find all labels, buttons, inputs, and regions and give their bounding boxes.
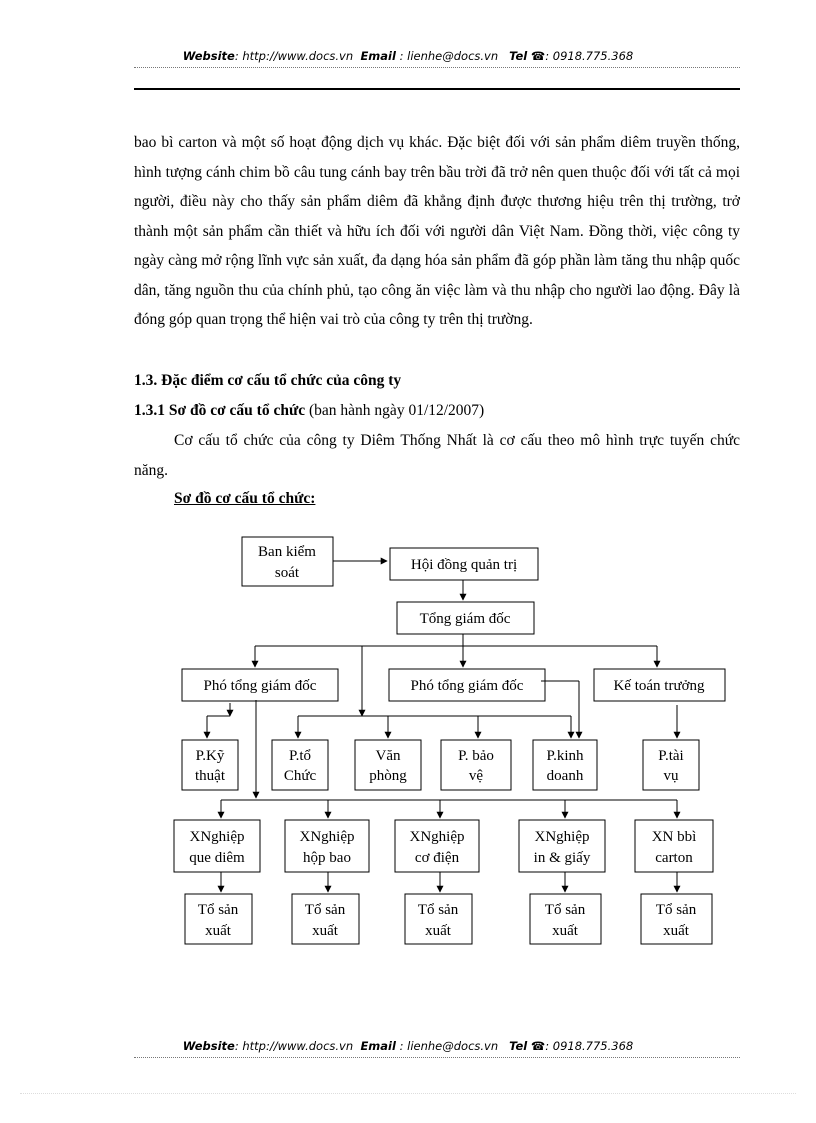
website-url[interactable]: : http://www.docs.vn [234,49,354,63]
footer-website-url[interactable]: : http://www.docs.vn [234,1039,354,1053]
label-xn-que-diem-1: XNghiệp [189,829,245,845]
label-p-to-chuc-1: P.tổ [288,748,312,764]
footer-email-value[interactable]: : lienhe@docs.vn [399,1039,499,1053]
heading-1-3-1-note: (ban hành ngày 01/12/2007) [305,402,485,419]
telephone-icon: ☎ [530,49,546,63]
label-to-san-xuat-2a: Tổ sản [304,902,346,918]
label-p-ky-thuat-1: P.Kỹ [195,748,225,764]
label-p-bao-ve-1: P. bảo [458,748,494,764]
label-to-san-xuat-5a: Tổ sản [655,902,697,918]
label-to-san-xuat-4a: Tổ sản [544,902,586,918]
label-van-phong-2: phòng [369,768,407,784]
label-to-san-xuat-5b: xuất [663,923,689,939]
label-hoi-dong-quan-tri: Hội đồng quản trị [410,557,518,573]
label-p-tai-vu-2: vụ [663,768,679,784]
label-van-phong-1: Văn [375,748,401,764]
footer-website-label: Website [182,1039,235,1053]
label-tong-giam-doc: Tổng giám đốc [419,611,511,627]
website-label: Website [182,49,235,63]
label-to-san-xuat-3a: Tổ sản [417,902,459,918]
label-p-kinh-doanh-1: P.kinh [546,748,584,764]
label-p-ky-thuat-2: thuật [195,768,225,784]
label-xn-que-diem-2: que diêm [189,850,245,866]
label-xn-co-dien-2: cơ điện [414,850,460,866]
footer-email-label: Email [360,1039,396,1053]
telephone-icon: ☎ [530,1039,546,1053]
heading-1-3: 1.3. Đặc điểm cơ cấu tổ chức của công ty [134,372,402,389]
label-p-tai-vu-1: P.tài [658,748,684,764]
label-ban-kiem-soat-2: soát [274,565,300,581]
body-paragraph-1: bao bì carton và một số hoạt động dịch vụ khác. Đặc biệt đối với sản phẩm diêm truyền thống, hình tượng cánh chim bồ câu tung cánh bay trên bầu trời đã trở nên quen thuộc đối với tất cả mọi người, điều này cho thấy sản phẩm diêm đã khẳng định được thương hiệu trên thị trường, trở thành một sản phẩm cần thiết và hữu ích đối với người dân Việt Nam. Đồng thời, việc công ty ngày càng mở rộng lĩnh vực sản xuất, đa dạng hóa sản phẩm đã góp phần làm tăng thu nhập quốc dân, tăng nguồn thu của chính phủ, tạo công ăn việc làm và thu nhập cho người lao động. Đây là đóng góp quan trọng thể hiện vai trò của công ty trên thị trường. [134,134,740,328]
label-xn-hop-bao-2: hộp bao [303,850,351,866]
heading-1-3-1-title: 1.3.1 Sơ đồ cơ cấu tổ chức [134,402,306,419]
page-footer [0,1039,816,1053]
label-ban-kiem-soat-1: Ban kiểm [258,544,316,560]
tel-value: : 0918.775.368 [545,49,634,63]
label-to-san-xuat-2b: xuất [312,923,338,939]
label-xn-hop-bao-1: XNghiệp [299,829,355,845]
label-to-san-xuat-1b: xuất [205,923,231,939]
label-to-san-xuat-4b: xuất [552,923,578,939]
footer-dotted-rule [134,1057,740,1058]
label-to-san-xuat-1a: Tổ sản [197,902,239,918]
email-label: Email [360,49,396,63]
label-xn-co-dien-1: XNghiệp [409,829,465,845]
footer-tel-value: : 0918.775.368 [545,1039,634,1053]
label-to-san-xuat-3b: xuất [425,923,451,939]
chart-title: Sơ đồ cơ cấu tổ chức: [174,490,316,507]
label-xn-bbi-carton-1: XN bbì [651,829,697,845]
label-ke-toan-truong: Kế toán trưởng [613,678,705,694]
body-paragraph-2: Cơ cấu tổ chức của công ty Diêm Thống Nhất là cơ cấu theo mô hình trực tuyến chức năng. [134,432,740,479]
label-p-kinh-doanh-2: doanh [546,768,584,784]
label-p-to-chuc-2: Chức [283,768,317,784]
email-value[interactable]: : lienhe@docs.vn [399,49,499,63]
page-bottom-dotted-edge [20,1093,796,1094]
label-pho-tgd-1: Phó tổng giám đốc [203,678,317,694]
label-p-bao-ve-2: vệ [468,768,484,784]
tel-label: Tel [509,49,528,63]
label-xn-in-giay-2: in & giấy [533,850,591,866]
footer-tel-label: Tel [509,1039,528,1053]
label-pho-tgd-2: Phó tổng giám đốc [410,678,524,694]
label-xn-in-giay-1: XNghiệp [534,829,590,845]
label-xn-bbi-carton-2: carton [655,850,693,866]
